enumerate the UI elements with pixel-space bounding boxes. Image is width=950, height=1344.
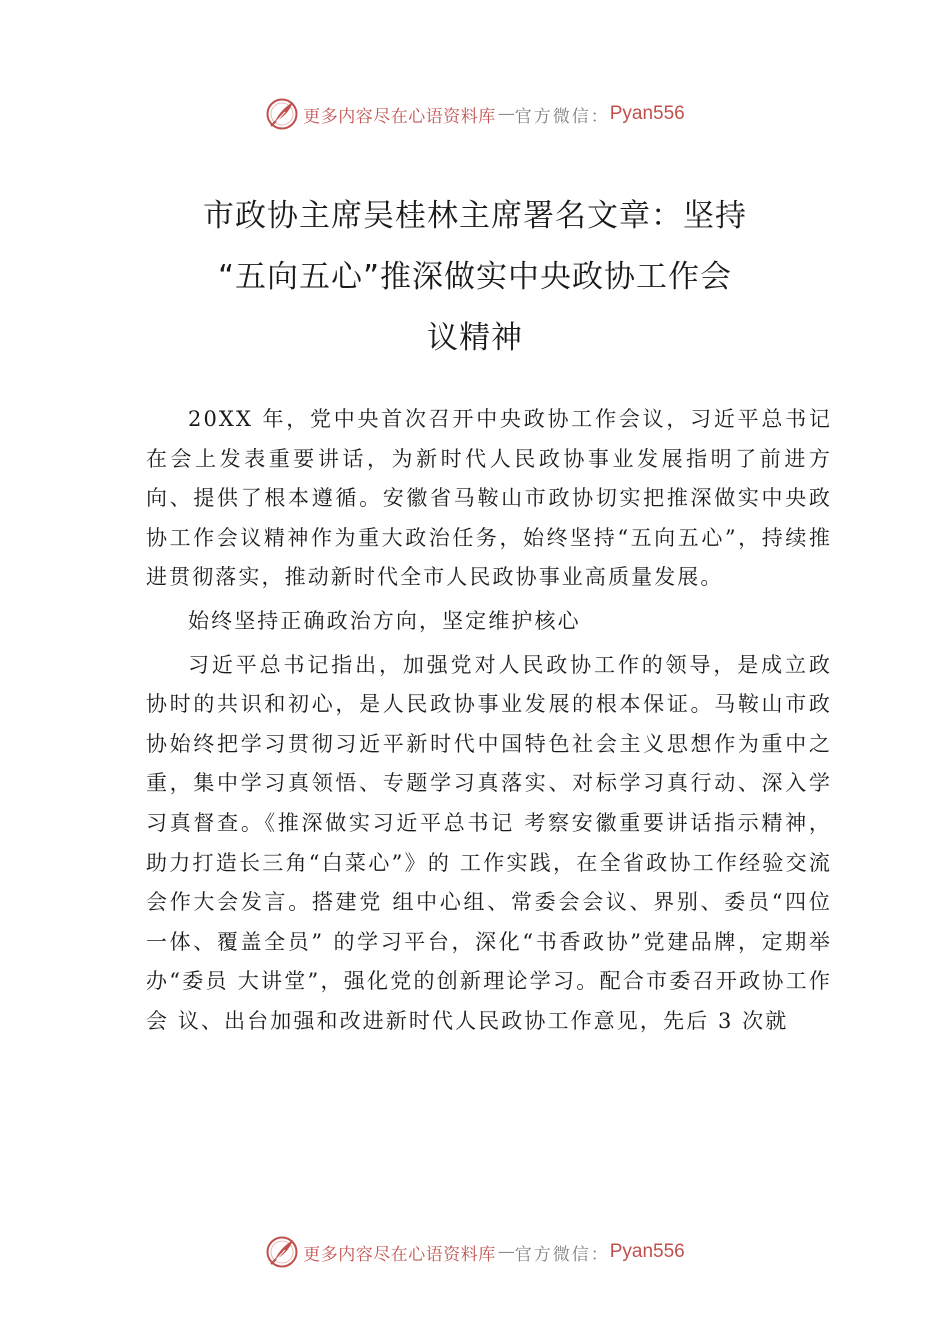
header-watermark [0,94,950,134]
watermark-label: 官方微信： [514,106,610,127]
watermark-label: 官方微信： [514,1244,610,1265]
watermark-wechat-id: Pyan556 [609,103,685,124]
title-line-3: 议精神 [427,320,523,356]
watermark-separator: — [497,104,515,124]
document-body [146,400,832,1042]
body-paragraph-intro: 20XX 年，党中央首次召开中央政协工作会议，习近平总书记在会上发表重要讲话，为新时代人民政协事业发展指明了前进方向、提供了根本遵循。安徽省马鞍山市政协切实把推深做实中央政协工作会议精神作为重大政治任务，始终坚持“五向五心”，持续推进贯彻落实，推动新时代全市人民政协事业高质量发展。 [146,407,832,590]
feather-quill-logo-icon [265,1235,299,1269]
title-line-2: “五向五心”推深做实中央政协工作会 [217,259,733,295]
body-paragraph-section: 习近平总书记指出，加强党对人民政协工作的领导，是成立政协时的共识和初心，是人民政协事业发展的根本保证。马鞍山市政协始终把学习贯彻习近平新时代中国特色社会主义思想作为重中之重，集中学习真领悟、专题学习真落实、对标学习真行动、深入学习真督查。《推深做实习近平总书记 考察安徽重要讲话指示精神，助力打造长三角“白菜心”》的 工作实践，在全省政协工作经验交流会作大会发言。搭建党 组中心组、常委会会议、界别、委员“四位一体、覆盖全员” 的学习平台，深化“书香政协”党建品牌，定期举办“委员 大讲堂”，强化党的创新理论学习。配合市委召开政协工作会 议、出台加强和改进新时代人民政协工作意见，先后 3 次就 [146,652,832,1033]
section-heading: 始终坚持正确政治方向，坚定维护核心 [188,608,581,633]
watermark-main-text: 更多内容尽在心语资料库 [303,106,496,127]
watermark-main-text: 更多内容尽在心语资料库 [303,1244,496,1265]
watermark-separator: — [497,1242,515,1262]
footer-watermark [0,1232,950,1272]
feather-quill-logo-icon [265,97,299,131]
document-title [100,186,850,369]
watermark-wechat-id: Pyan556 [609,1241,685,1262]
title-line-1: 市政协主席吴桂林主席署名文章：坚持 [203,198,747,234]
